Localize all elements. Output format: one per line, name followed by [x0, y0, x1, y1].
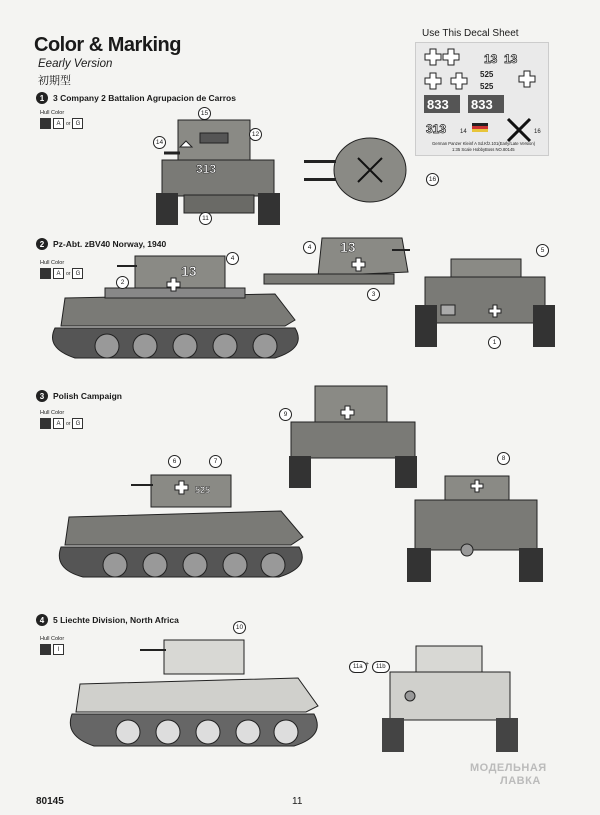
section-1-heading	[36, 92, 236, 104]
callout-11a: 11a	[349, 661, 367, 673]
callout-11: 11	[199, 212, 212, 225]
callout-16: 16	[426, 173, 439, 186]
section-1-title: 3 Company 2 Battalion Agrupacion de Carros	[53, 93, 236, 103]
page-number: 11	[292, 796, 303, 807]
section-4-rear-view	[380, 640, 520, 755]
decal-sheet-image	[415, 42, 549, 156]
callout-6: 6	[168, 455, 181, 468]
color-code-g: G	[72, 118, 83, 129]
callout-11b: 11b	[372, 661, 390, 673]
callout-4b: 4	[303, 241, 316, 254]
section-4-side-view	[68, 632, 323, 754]
watermark-line-2: ЛАВКА	[500, 775, 541, 787]
section-2-turret-marking: 13	[340, 239, 356, 255]
section-2-number: 2	[36, 238, 48, 250]
section-3-title: Polish Campaign	[53, 391, 122, 401]
decal-label-16: 16	[534, 129, 541, 135]
decal-label-833b: 833	[471, 97, 493, 112]
callout-5: 5	[536, 244, 549, 257]
decal-label-833a: 833	[427, 97, 449, 112]
hull-color-label: Hull Color	[40, 260, 65, 266]
hull-color-label: Hull Color	[40, 636, 65, 642]
or-text: or	[66, 420, 71, 427]
color-code-a: A	[53, 118, 64, 129]
section-2-rear-view	[415, 255, 555, 355]
section-3-heading	[36, 390, 122, 402]
callout-8: 8	[497, 452, 510, 465]
color-code-i: I	[53, 644, 64, 655]
callout-1: 1	[488, 336, 501, 349]
section-4-heading	[36, 614, 179, 626]
callout-9: 9	[279, 408, 292, 421]
hull-color-label: Hull Color	[40, 110, 65, 116]
section-4-title: 5 Liechte Division, North Africa	[53, 615, 179, 625]
decal-label-525a: 525	[480, 70, 494, 79]
product-number: 80145	[36, 796, 64, 807]
version-subtitle-cn: 初期型	[38, 74, 71, 87]
section-2-turret-side	[262, 232, 412, 292]
decal-label-313: 313	[426, 122, 447, 136]
paint-icon	[40, 118, 51, 129]
decal-label-13a: 13	[484, 52, 498, 66]
section-3-rear-view	[405, 470, 545, 585]
color-code-a: A	[53, 418, 64, 429]
section-3-side-view	[55, 465, 310, 585]
paint-icon	[40, 418, 51, 429]
decal-caption-2: 1:35 Scale HobbyBoss NO.80145	[452, 147, 515, 152]
section-1-turret-top	[300, 130, 420, 210]
paint-icon	[40, 644, 51, 655]
callout-3: 3	[367, 288, 380, 301]
section-3-hull-color	[40, 410, 83, 429]
decal-caption-1: German Panzer Kleinf A Sd.Kfz.101(Early/Late Version)	[432, 141, 536, 146]
callout-plus: +	[365, 661, 370, 668]
callout-14: 14	[153, 136, 166, 149]
callout-2: 2	[116, 276, 129, 289]
section-1-hull-color	[40, 110, 83, 129]
watermark-logo	[470, 762, 547, 788]
section-3-side-marking: 525	[195, 485, 211, 495]
callout-4a: 4	[226, 252, 239, 265]
decal-sheet-heading: Use This Decal Sheet	[422, 28, 519, 39]
section-4-hull-color	[40, 636, 64, 655]
section-2-side-marking: 13	[181, 263, 197, 279]
section-2-title: Pz-Abt. zBV40 Norway, 1940	[53, 239, 167, 249]
section-1-front-view	[150, 105, 290, 230]
color-code-a: A	[53, 268, 64, 279]
callout-7: 7	[209, 455, 222, 468]
watermark-line-1: МОДЕЛЬНАЯ	[470, 762, 547, 774]
hull-color-label: Hull Color	[40, 410, 65, 416]
callout-10: 10	[233, 621, 246, 634]
or-text: or	[66, 120, 71, 127]
section-1-front-marking: 313	[196, 162, 217, 176]
page-title: Color & Marking	[34, 34, 181, 56]
decal-label-13b: 13	[504, 52, 518, 66]
version-subtitle: Eearly Version	[38, 58, 113, 70]
decal-label-525b: 525	[480, 82, 494, 91]
or-text: or	[66, 270, 71, 277]
callout-12: 12	[249, 128, 262, 141]
section-1-number: 1	[36, 92, 48, 104]
color-code-g: G	[72, 268, 83, 279]
section-3-number: 3	[36, 390, 48, 402]
section-4-number: 4	[36, 614, 48, 626]
color-code-g: G	[72, 418, 83, 429]
callout-15: 15	[198, 107, 211, 120]
decal-label-14: 14	[460, 129, 467, 135]
